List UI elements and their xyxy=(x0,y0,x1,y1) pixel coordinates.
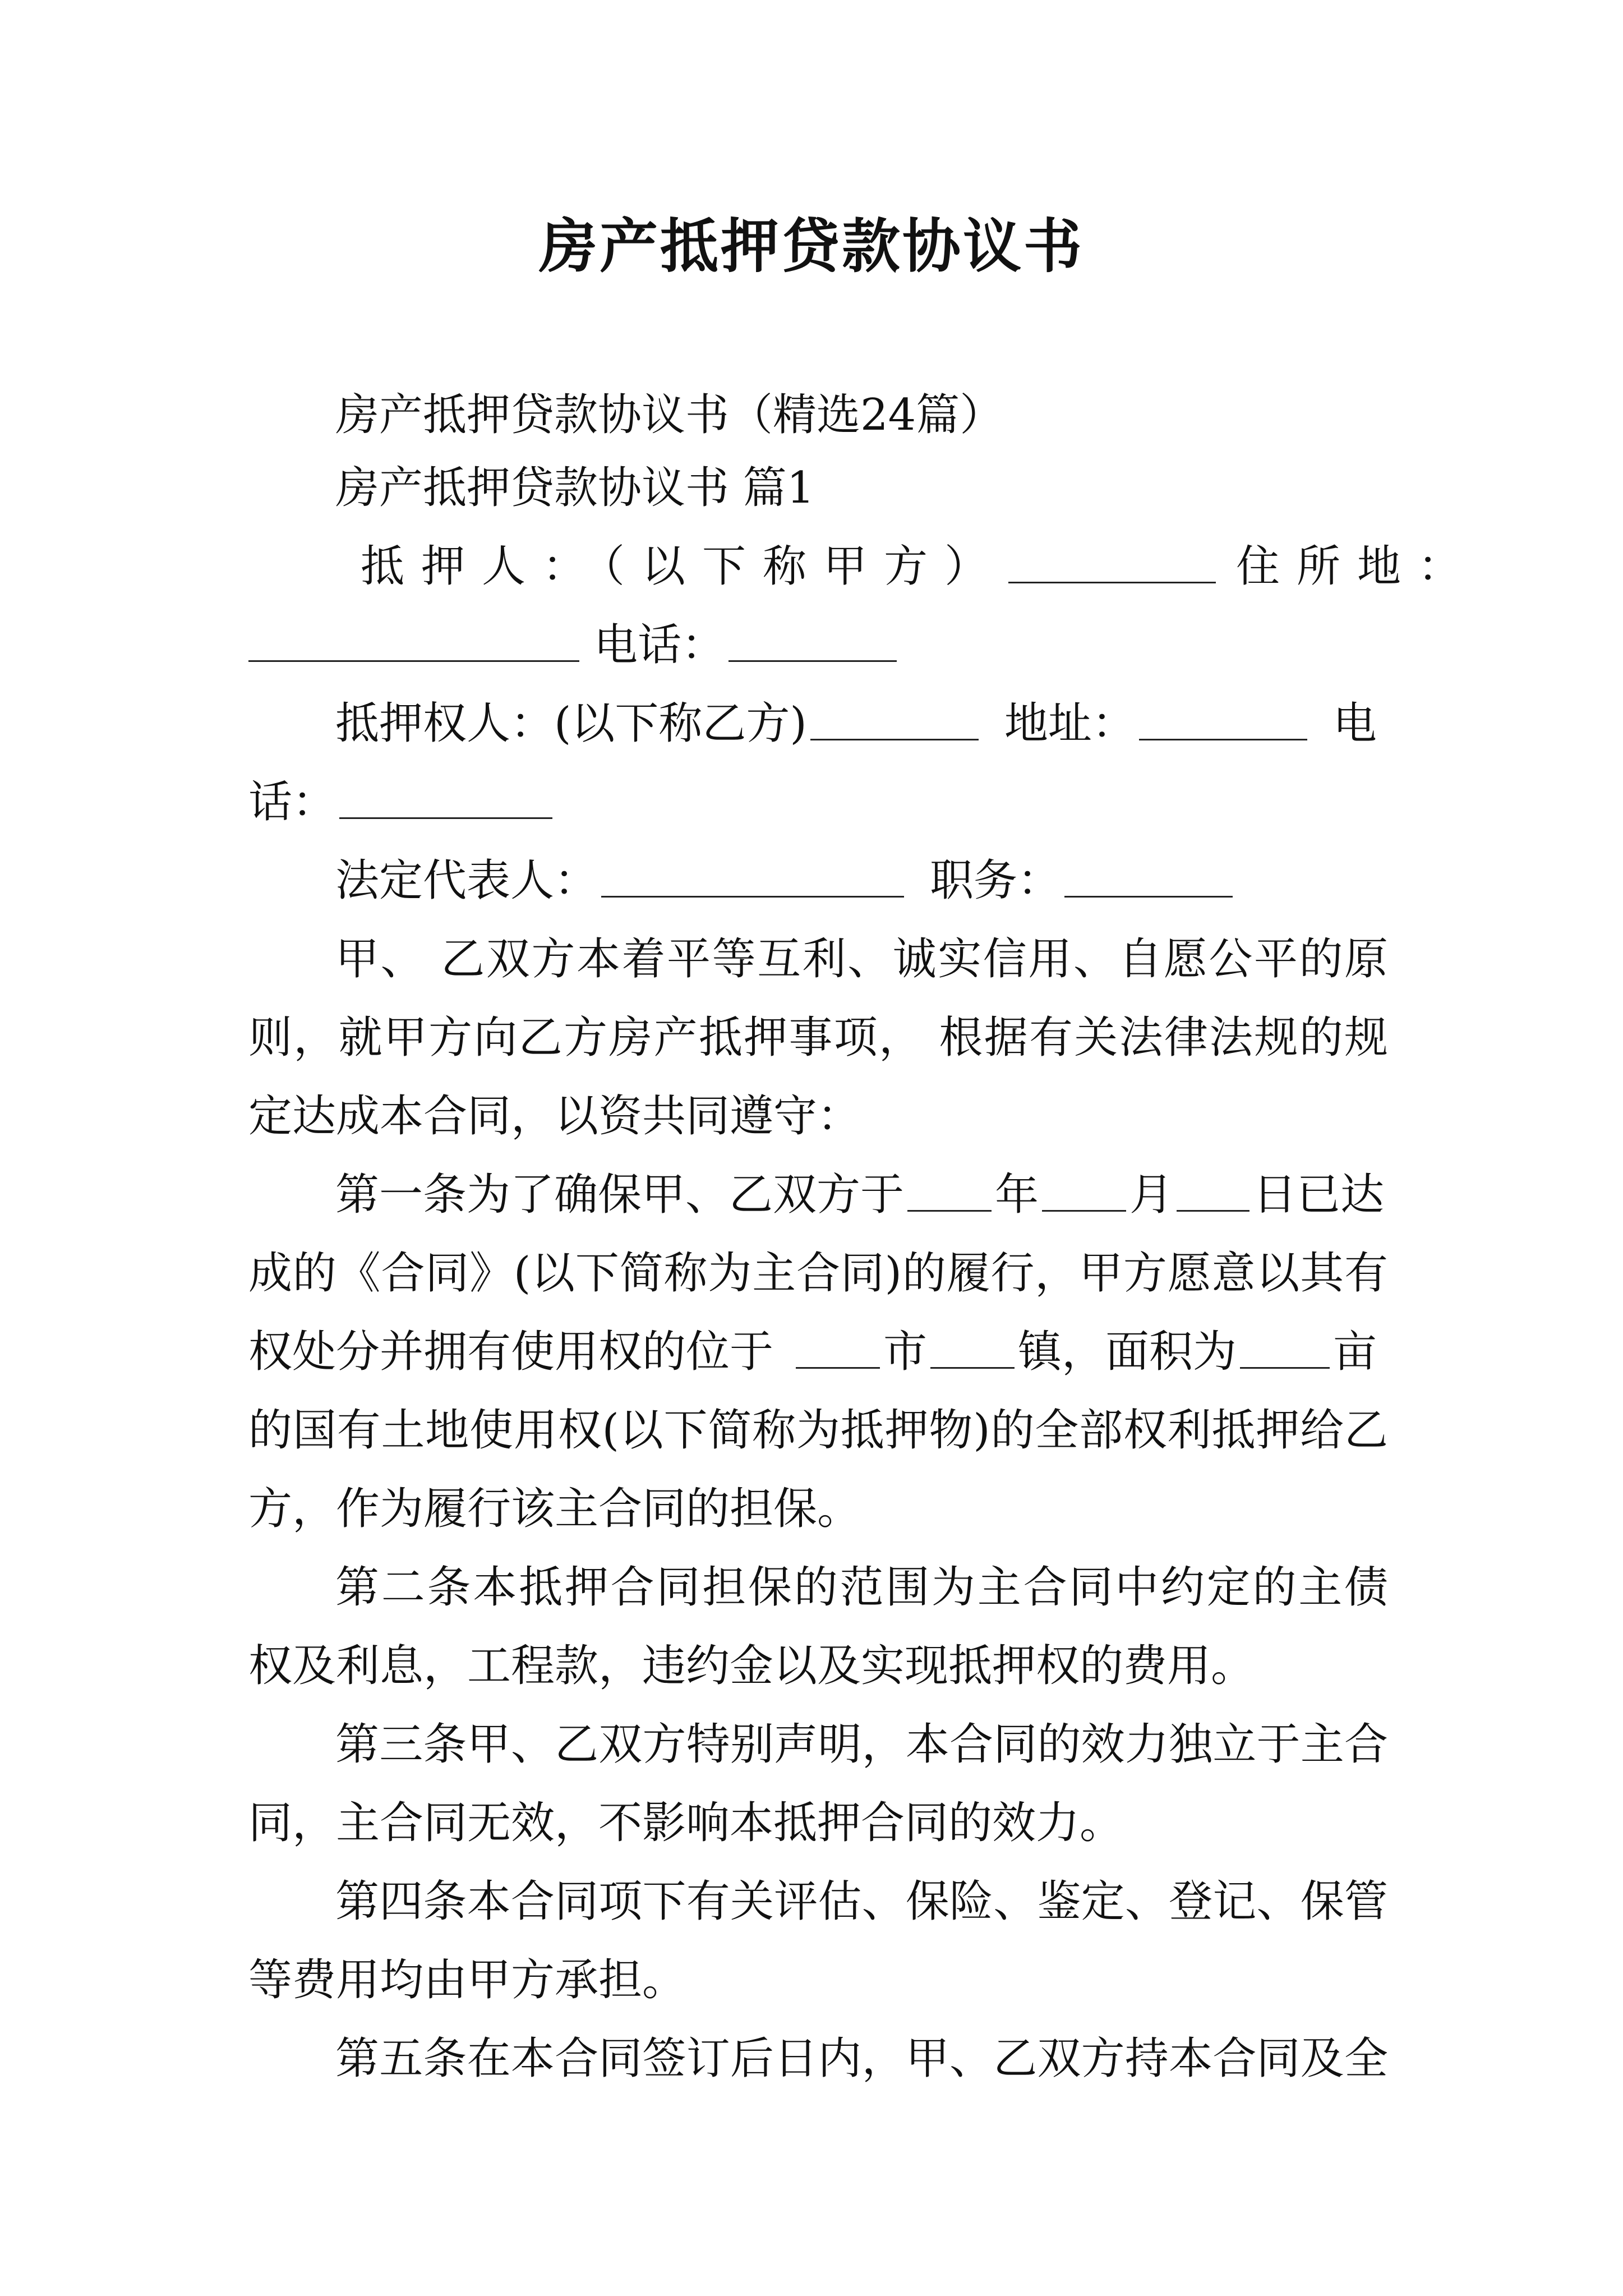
position-label: 职务： xyxy=(930,855,1062,906)
section-heading-line xyxy=(248,449,1475,527)
year-blank xyxy=(907,1205,992,1212)
mortgagee-phone-line xyxy=(248,763,1388,841)
month-label: 月 xyxy=(1129,1170,1174,1220)
mortgagee-address-blank xyxy=(1139,734,1307,740)
article-4-line-1: 第四条本合同项下有关评估、保险、鉴定、登记、保管 xyxy=(335,1876,1388,1927)
article-1-line-3 xyxy=(248,1313,1388,1391)
mortgagor-phone-label: 电话： xyxy=(594,620,726,670)
mortgagor-line xyxy=(248,527,1479,606)
town-blank xyxy=(930,1363,1015,1369)
article-1-line-5: 方，作为履行该主合同的担保。 xyxy=(248,1484,861,1534)
mortgagor-label: 抵押人：（以下称甲方） xyxy=(361,541,1006,592)
article-1-start: 第一条为了确保甲、乙双方于 xyxy=(335,1170,905,1220)
article-5-line-1: 第五条在本合同签订后日内，甲、乙双方持本合同及全 xyxy=(335,2033,1388,2084)
subtitle-text: 房产抵押贷款协议书（精选24篇） xyxy=(335,390,1004,440)
mortgagor-contact-line xyxy=(248,606,1388,684)
preamble-line-2: 则，就甲方向乙方房产抵押事项， 根据有关法律法规的规 xyxy=(248,1013,1388,1063)
mortgagee-name-blank xyxy=(810,734,979,740)
article-1-date-end: 日已达 xyxy=(1253,1170,1385,1220)
article-3-line-1: 第三条甲、乙双方特别声明，本合同的效力独立于主合 xyxy=(335,1719,1388,1770)
representative-line xyxy=(248,841,1388,920)
town-area-label: 镇，面积为 xyxy=(1018,1327,1237,1377)
article-1-line-1 xyxy=(248,1156,1388,1234)
residence-blank xyxy=(248,656,579,662)
city-blank xyxy=(796,1363,880,1369)
article-3-line-2: 同，主合同无效，不影响本抵押合同的效力。 xyxy=(248,1798,1124,1848)
mortgagee-phone-blank xyxy=(339,813,552,819)
representative-label: 法定代表人： xyxy=(335,855,598,906)
mortgagor-phone-blank xyxy=(728,656,897,662)
document-title: 房产抵押贷款协议书 xyxy=(538,211,1084,280)
mortgagee-phone-label-start: 电 xyxy=(1332,698,1377,749)
city-label: 市 xyxy=(883,1327,928,1377)
article-4-line-2: 等费用均由甲方承担。 xyxy=(248,1955,686,2005)
day-blank xyxy=(1177,1205,1249,1212)
mortgagee-label: 抵押权人：(以下称乙方) xyxy=(335,698,807,749)
article-2-line-2: 权及利息，工程款，违约金以及实现抵押权的费用。 xyxy=(248,1641,1255,1691)
mortgagee-phone-label-end: 话： xyxy=(248,777,336,827)
article-2-line-1: 第二条本抵押合同担保的范围为主合同中约定的主债 xyxy=(335,1562,1388,1613)
month-blank xyxy=(1042,1205,1126,1212)
article-1-line-4: 的国有土地使用权(以下简称为抵押物)的全部权利抵押给乙 xyxy=(248,1405,1388,1456)
preamble-line-3: 定达成本合同，以资共同遵守： xyxy=(248,1091,861,1142)
article-1-location-start: 权处分并拥有使用权的位于 xyxy=(248,1327,774,1377)
position-blank xyxy=(1064,891,1233,898)
mortgagee-line xyxy=(248,684,1388,763)
area-unit: 亩 xyxy=(1333,1327,1377,1377)
subtitle-line xyxy=(248,376,1475,454)
residence-label: 住所地： xyxy=(1236,541,1479,592)
year-label: 年 xyxy=(995,1170,1039,1220)
area-blank xyxy=(1240,1363,1330,1369)
mortgagor-name-blank xyxy=(1008,577,1216,583)
preamble-line-1: 甲、 乙双方本着平等互利、诚实信用、自愿公平的原 xyxy=(335,934,1388,984)
mortgagee-address-label: 地址： xyxy=(1004,698,1136,749)
section-heading-text: 房产抵押贷款协议书 篇1 xyxy=(335,463,815,513)
article-1-line-2: 成的《合同》(以下简称为主合同)的履行，甲方愿意以其有 xyxy=(248,1248,1388,1299)
representative-blank xyxy=(601,891,904,898)
